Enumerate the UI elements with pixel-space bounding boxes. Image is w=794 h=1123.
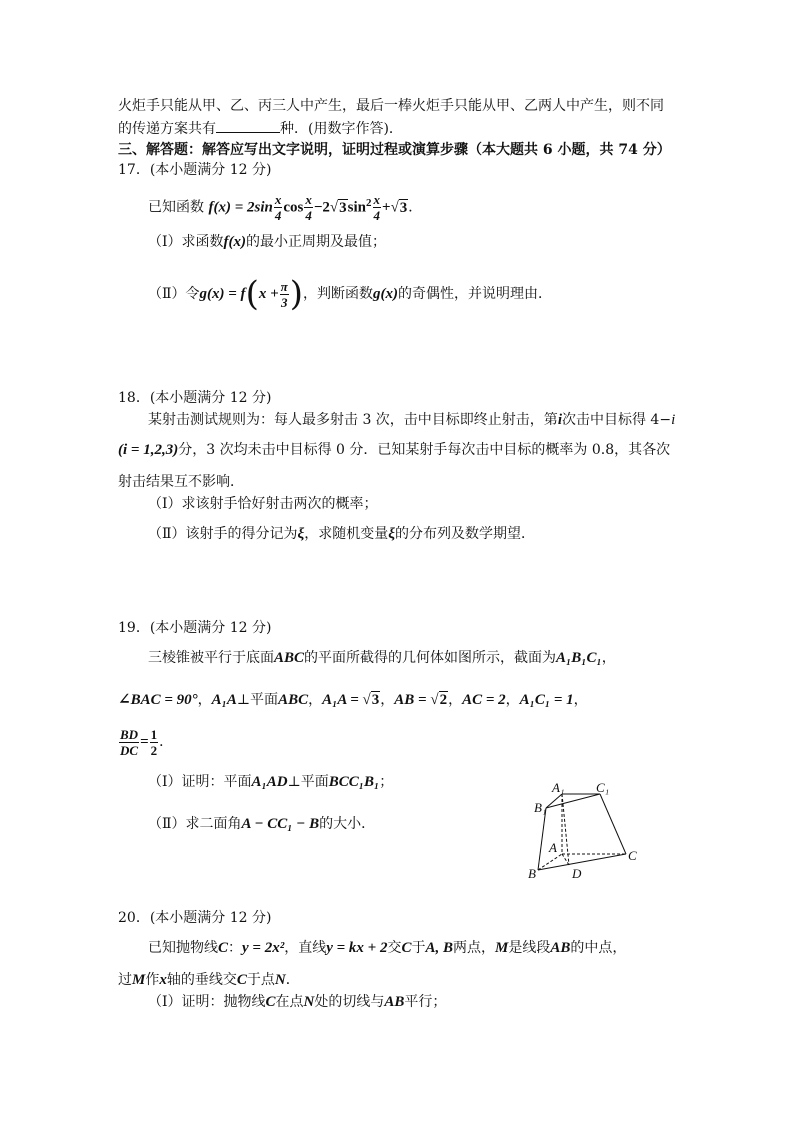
label-c1: C₁ (596, 780, 610, 795)
q17-frac-2-num: x (305, 192, 312, 208)
q17-stem-prefix: 已知函数 (148, 199, 204, 216)
q17-stem (148, 186, 422, 225)
edge-b1-b (538, 808, 546, 870)
q18-line3-text: 射击结果互不影响． (118, 474, 244, 490)
q19-comma-6: ， (573, 692, 588, 708)
label-a: A (549, 840, 557, 855)
q19-line-2 (118, 690, 588, 710)
q19-bd: BD (120, 726, 139, 742)
q19-comma-5: ， (505, 692, 520, 708)
q19-perp: ⊥平面 (236, 692, 279, 708)
edge-c1-c (600, 794, 626, 854)
q20-parabola-eq: y = 2x² (242, 940, 285, 956)
q17-header-text: 17．(本小题满分 12 分) (118, 162, 272, 178)
q20-line2-cc: C (236, 972, 247, 988)
q20-line2-m: M (132, 972, 146, 988)
q19-line-1 (148, 648, 616, 668)
q19-angle: ∠BAC = 90° (118, 692, 198, 708)
q19-comma-2: ， (308, 692, 323, 708)
q19-comma-4: ， (448, 692, 463, 708)
q20-p1-b: 在点 (275, 994, 304, 1010)
q20-part-1 (148, 992, 446, 1012)
q19-abc: ABC (278, 692, 309, 708)
intro-line-1 (118, 96, 664, 116)
q19-dc: DC (120, 742, 139, 758)
q20-line2-e: ． (285, 972, 300, 988)
q19-eq2: AB = (394, 692, 431, 708)
label-b: B (528, 866, 536, 881)
q17-plus: + (382, 199, 391, 216)
q18-part-2 (148, 524, 535, 544)
q20-line-1 (148, 938, 626, 958)
q20-line-2 (118, 970, 300, 990)
q17-p2-g: g(x) = f (199, 286, 246, 302)
q20-p1-a: （Ⅰ）证明：抛物线 (148, 994, 266, 1010)
q20-line2-b: 作 (145, 972, 160, 988)
q20-line1-a: 已知抛物线 (148, 940, 218, 956)
q17-sin: sin (347, 199, 366, 216)
q17-minus: −2 (313, 199, 330, 216)
intro-line-2 (118, 118, 403, 139)
q19-ratio-end: ． (159, 734, 174, 750)
q19-ratio-eq: = (140, 734, 149, 750)
q20-line1-c3: C (401, 940, 412, 956)
q17-left-paren: ( (245, 274, 259, 314)
q17-p2-x: x + (258, 286, 279, 302)
q20-p1-n: N (303, 994, 315, 1010)
q18-p1-text: （Ⅰ）求该射手恰好射击两次的概率； (148, 496, 378, 512)
q19-a1a: A₁A (211, 692, 237, 708)
q18-p2-c: 的分布列及数学期望． (395, 526, 536, 542)
q20-header (118, 908, 271, 928)
q19-comma-1: ， (197, 692, 212, 708)
q17-p2-frac-den: 3 (280, 294, 288, 310)
q20-line1-seg: AB (550, 940, 571, 956)
q17-p2-rest: 的奇偶性，并说明理由． (398, 286, 553, 302)
q20-line2-d: 于点 (246, 972, 275, 988)
q18-line2-cond: (i = 1,2,3) (118, 442, 179, 458)
q17-p1-rest: 的最小正周期及最值； (246, 234, 387, 250)
q19-line1-abc: ABC (274, 650, 305, 666)
q17-frac-1-den: 4 (274, 208, 282, 224)
q19-line1-b: 的平面所截得的几何体如图所示，截面为 (304, 650, 557, 666)
q20-line2-x: x (159, 972, 167, 988)
q19-line1-a: 三棱锥被平行于底面 (148, 650, 274, 666)
q19-ratio (118, 724, 173, 760)
q17-p2-frac (280, 279, 289, 310)
section-3-heading (118, 140, 671, 160)
q19-eq4: A₁C₁ = 1 (519, 692, 574, 708)
q20-line1-colon: ： (228, 940, 243, 956)
q17-p2-mid: ，判断函数 (303, 286, 374, 302)
q19-header-text: 19．(本小题满分 12 分) (118, 620, 272, 636)
edge-b-c (538, 854, 626, 870)
q18-line2-rest: ，3 次均未击中目标得 0 分．已知某射手每次击中目标的概率为 0.8，其各次 (192, 442, 671, 458)
q19-sqrt-sign-1: √ (362, 692, 371, 708)
q17-sqrt-sign: √ (329, 199, 339, 216)
intro-text-2b: 种．(用数字作答)． (280, 121, 403, 137)
q20-line1-c2: 交 (387, 940, 402, 956)
q20-header-text: 20．(本小题满分 12 分) (118, 910, 272, 926)
q20-line1-m: M (495, 940, 509, 956)
q20-p1-ab: AB (384, 994, 405, 1010)
q19-p1-plane2: BCC₁B₁ (328, 774, 380, 790)
q17-sup2: 2 (366, 197, 372, 209)
q19-p2-b: 的大小． (319, 816, 376, 832)
q17-frac-1-num: x (274, 192, 282, 208)
intro-text-2a: 的传递方案共有 (118, 121, 216, 137)
q18-p2-b: ，求随机变量 (304, 526, 389, 542)
q19-line1-sec: A₁B₁C₁ (556, 650, 602, 666)
q18-line1-b: 次击中目标得 4− (561, 412, 672, 428)
q17-frac-3 (373, 192, 382, 223)
q17-end: ． (408, 199, 423, 216)
q17-sqrt3: 3 (339, 199, 347, 216)
q18-header-text: 18．(本小题满分 12 分) (118, 390, 272, 406)
label-b1: B₁ (534, 800, 547, 815)
answer-blank (216, 118, 280, 133)
q19-p1-perp: ⊥平面 (287, 774, 329, 790)
q18-p2-xi2: ξ (388, 526, 396, 542)
q20-line1-f: 是线段 (508, 940, 551, 956)
q20-line1-b: ，直线 (284, 940, 327, 956)
q17-p2-label: （Ⅱ）令 (148, 286, 200, 302)
q18-p2-xi: ξ (297, 526, 305, 542)
q17-header (118, 160, 271, 180)
q20-line2-c: 轴的垂线交 (166, 972, 237, 988)
q20-line-eq: y = kx + 2 (326, 940, 388, 956)
q19-p1-a: （Ⅰ）证明：平面 (148, 774, 252, 790)
label-c: C (628, 848, 637, 863)
q17-frac-3-num: x (373, 192, 380, 208)
intro-text-1: 火炬手只能从甲、乙、丙三人中产生，最后一棒火炬手只能从甲、乙两人中产生，则不同 (118, 98, 664, 114)
q20-p1-c: C (265, 994, 276, 1010)
q20-line2-a: 过 (118, 972, 132, 988)
q17-p2-frac-num: π (280, 278, 288, 294)
q18-line1-a: 某射击测试规则为：每人最多射击 3 次，击中目标即终止射击，第 (148, 412, 558, 428)
q17-p1-f: f(x) (223, 234, 247, 250)
q20-line1-e: 两点， (453, 940, 496, 956)
q19-eq3: AC = 2 (462, 692, 506, 708)
q19-one: 1 (150, 726, 158, 742)
q17-p1-label: （Ⅰ）求函数 (148, 234, 224, 250)
q18-line-2 (118, 440, 670, 460)
q18-part-1 (148, 494, 378, 514)
q20-line2-n: N (274, 972, 286, 988)
q17-sqrt-sign-2: √ (390, 199, 399, 216)
q19-comma-3: ， (380, 692, 395, 708)
q19-part-1 (148, 772, 393, 792)
q18-line-3 (118, 472, 244, 492)
q18-line1-i: i (557, 412, 562, 428)
q18-line2-unit: 分 (178, 442, 193, 458)
q17-func-lhs: f(x) = 2sin (208, 199, 273, 216)
q17-frac-2 (304, 192, 313, 223)
q18-line-1 (148, 410, 675, 430)
q20-line1-c: C (218, 940, 229, 956)
q17-right-paren: ) (289, 274, 304, 314)
section-3-heading-text: 三、解答题：解答应写出文字说明，证明过程或演算步骤（本大题共 6 小题，共 74 分） (118, 142, 671, 158)
q17-frac-1 (274, 192, 283, 223)
q19-line1-c: ， (601, 650, 616, 666)
q19-p1-end: ； (379, 774, 394, 790)
q19-sqrt2: 2 (439, 692, 448, 708)
q18-header (118, 388, 271, 408)
q17-cos: cos (283, 199, 304, 216)
q19-one-half (150, 727, 159, 758)
q19-eq1: A₁A = (322, 692, 363, 708)
q19-p2-a: （Ⅱ）求二面角 (148, 816, 242, 832)
q18-line1-i2: i (671, 412, 676, 428)
q18-p2-a: （Ⅱ）该射手的得分记为 (148, 526, 298, 542)
q17-frac-3-den: 4 (373, 208, 380, 224)
q17-part-2 (148, 274, 552, 314)
q17-frac-2-den: 4 (305, 208, 312, 224)
q19-bd-dc (119, 727, 139, 758)
q19-p1-plane1: A₁AD (251, 774, 288, 790)
q19-p2-angle: A − CC₁ − B (241, 816, 320, 832)
q19-two: 2 (150, 742, 158, 758)
q17-sqrt3-2: 3 (399, 199, 408, 216)
q20-p1-d: 处的切线与 (314, 994, 385, 1010)
q19-sqrt-sign-2: √ (430, 692, 439, 708)
label-d: D (572, 866, 582, 881)
q19-part-2 (148, 814, 375, 834)
q20-p1-e: 平行； (404, 994, 447, 1010)
q20-line1-g: 的中点， (570, 940, 627, 956)
q17-part-1 (148, 232, 386, 252)
q20-line1-d: 于 (411, 940, 426, 956)
frustum-figure (522, 780, 650, 884)
label-a1: A₁ (552, 780, 565, 795)
q19-sqrt3: 3 (371, 692, 380, 708)
q19-header (118, 618, 271, 638)
q20-line1-ab: A, B (425, 940, 454, 956)
q17-p2-g2: g(x) (373, 286, 399, 302)
